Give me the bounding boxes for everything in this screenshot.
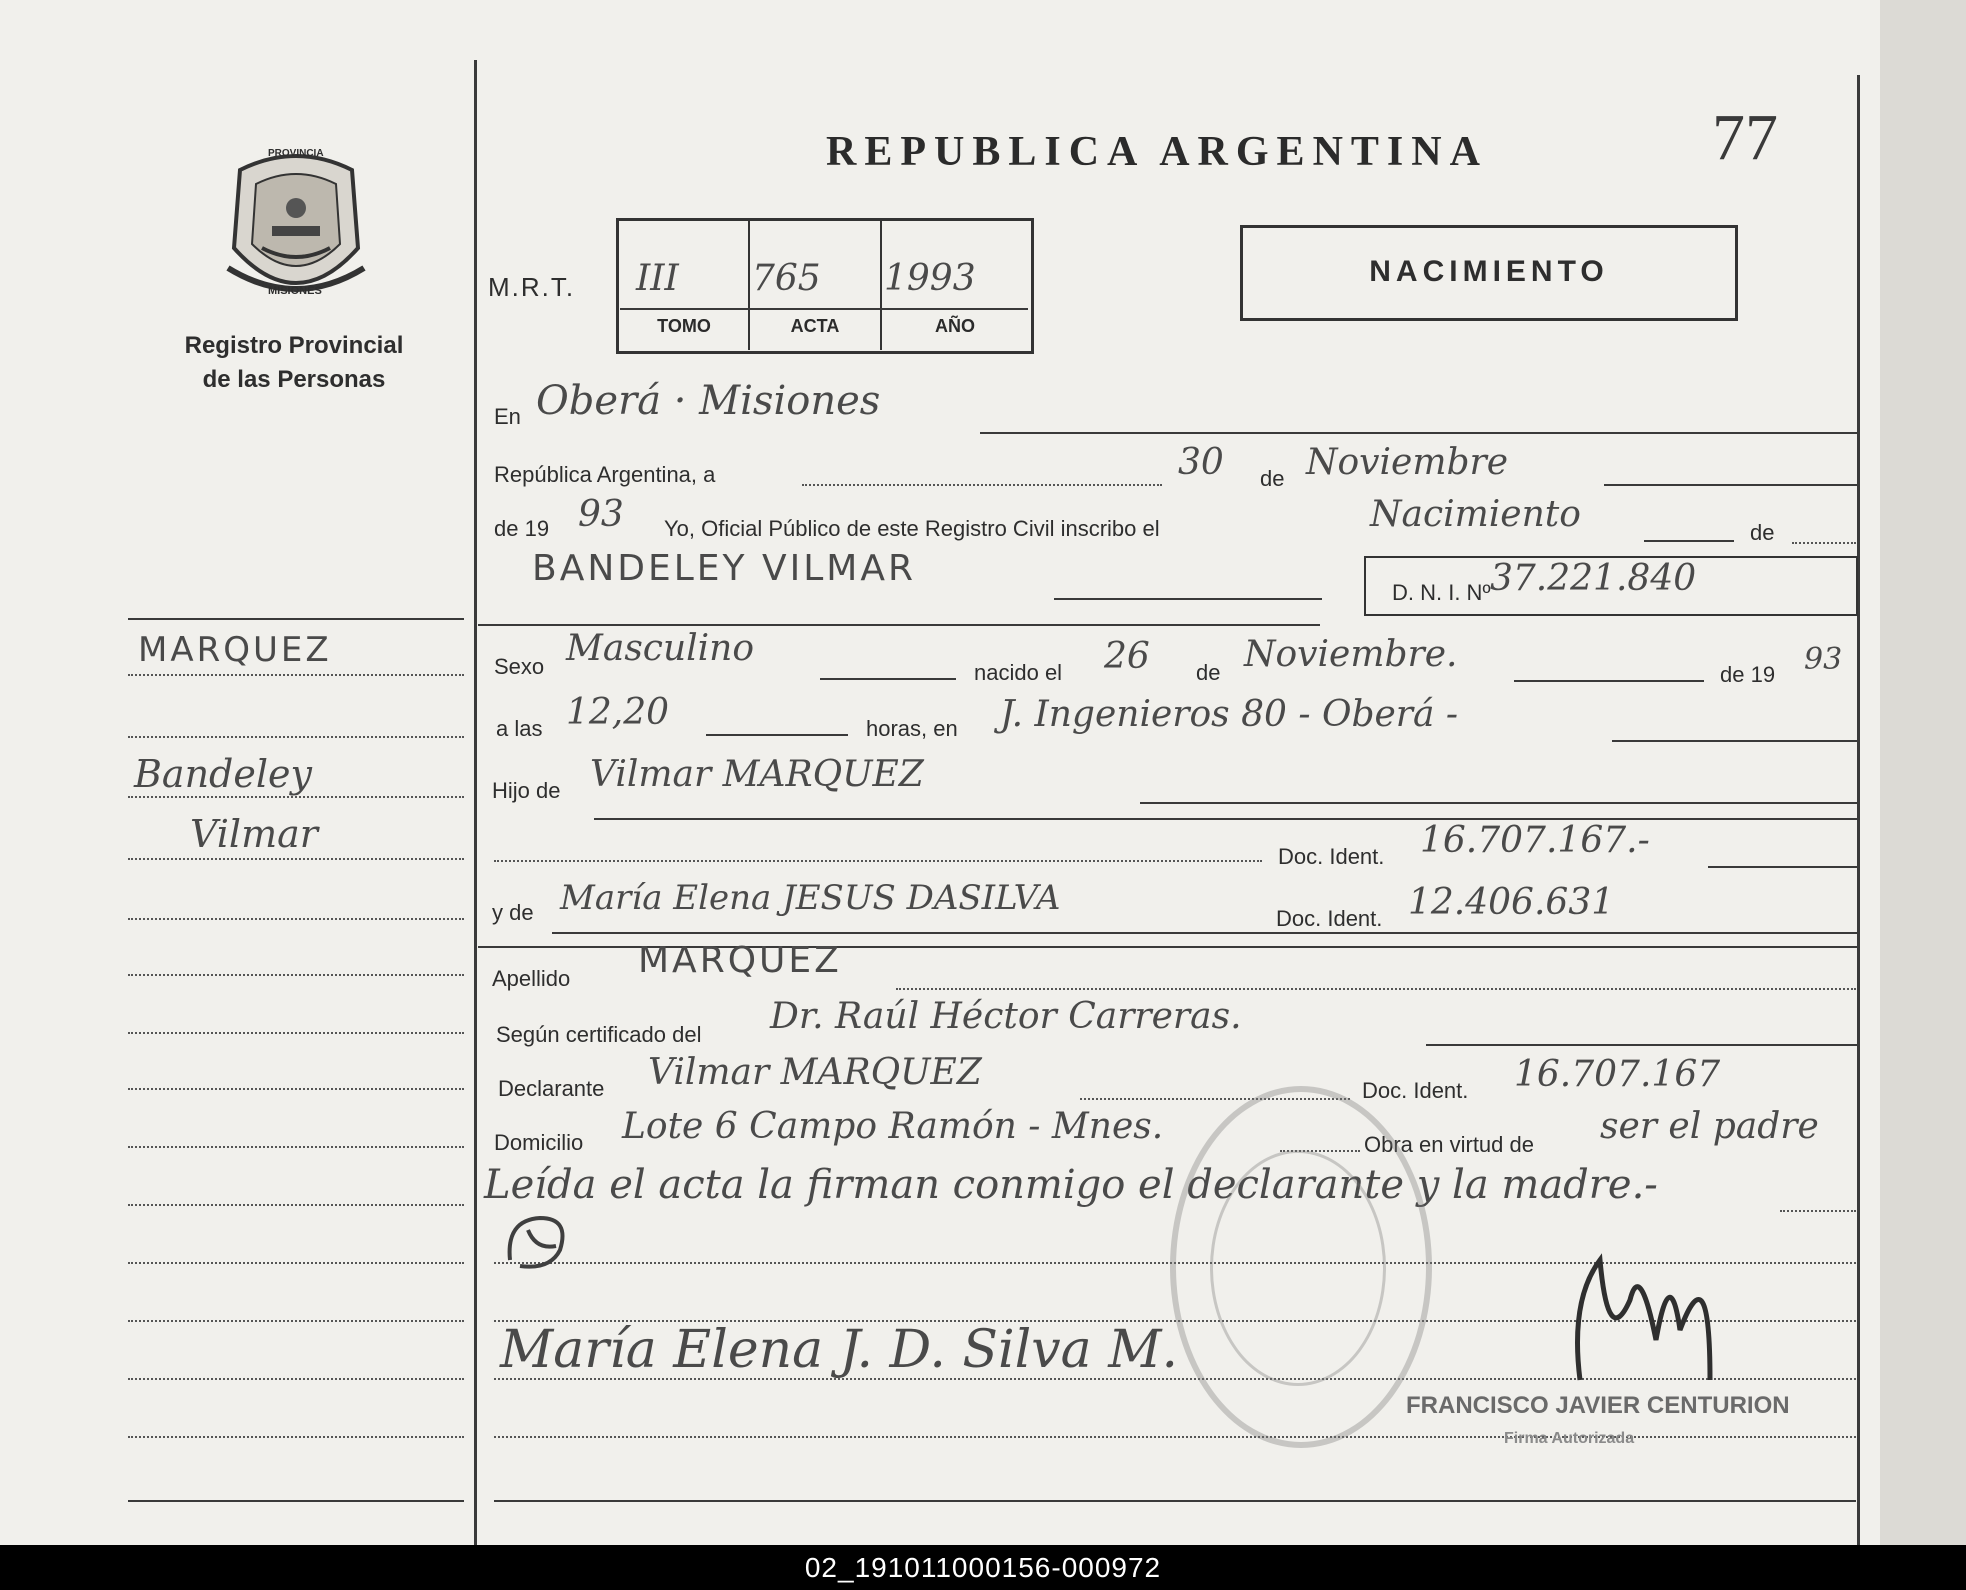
- official-signature: [1560, 1240, 1730, 1390]
- rule-segun: [1426, 1044, 1858, 1046]
- margin-dots-14: [128, 1436, 464, 1438]
- label-doc-father: Doc. Ident.: [1278, 844, 1385, 869]
- margin-dots-10: [128, 1204, 464, 1206]
- label-horas: horas, en: [866, 716, 958, 741]
- declarant-signature: [500, 1210, 580, 1274]
- label-de19: de 19: [494, 516, 550, 541]
- label-dni: D. N. I. Nº: [1392, 580, 1491, 605]
- margin-divider: [474, 60, 477, 1545]
- time-value: 12,20: [566, 692, 670, 733]
- emblem-top-text: PROVINCIA: [268, 148, 324, 159]
- father-value: Vilmar MARQUEZ: [590, 754, 924, 795]
- label-domicilio: Domicilio: [494, 1130, 584, 1155]
- label-de-name: de: [1750, 520, 1775, 545]
- month-value: Noviembre: [1306, 442, 1509, 483]
- rule-father-doc: [1708, 866, 1858, 868]
- rule-month: [1604, 484, 1858, 486]
- official-name: FRANCISCO JAVIER CENTURION: [1406, 1392, 1790, 1419]
- year-value: 93: [578, 494, 624, 535]
- dots-de-name: [1792, 542, 1856, 544]
- event-value: Nacimiento: [1370, 494, 1581, 535]
- label-doc-declarant: Doc. Ident.: [1362, 1078, 1469, 1103]
- margin-dots-4: [128, 858, 464, 860]
- mrt-caption-line: [620, 308, 1028, 310]
- margin-surname: MARQUEZ: [138, 630, 332, 670]
- rule-sex: [820, 678, 956, 680]
- label-republica: República Argentina, a: [494, 462, 716, 487]
- margin-dots-7: [128, 1032, 464, 1034]
- dots-blank-4: [494, 1436, 1856, 1438]
- dots-closing: [1780, 1210, 1856, 1212]
- margin-given-name-1: Bandeley: [134, 752, 312, 796]
- margin-dots-9: [128, 1146, 464, 1148]
- misiones-emblem: [222, 148, 370, 306]
- act-type: NACIMIENTO: [1369, 255, 1609, 288]
- sex-value: Masculino: [566, 628, 755, 669]
- rule-birthplace: [1612, 740, 1858, 742]
- label-de-month: de: [1260, 466, 1285, 491]
- margin-dots-6: [128, 974, 464, 976]
- label-de-bmonth: de: [1196, 660, 1221, 685]
- label-declarante: Declarante: [498, 1076, 605, 1101]
- mother-doc-value: 12.406.631: [1408, 882, 1615, 923]
- mother-signature: María Elena J. D. Silva M.: [500, 1320, 1178, 1380]
- margin-dots-3: [128, 796, 464, 798]
- dni-value: 37.221.840: [1490, 558, 1697, 599]
- label-apellido: Apellido: [492, 966, 571, 991]
- rule-time: [706, 734, 848, 736]
- surname-value: MARQUEZ: [638, 940, 842, 981]
- label-yo: Yo, Oficial Público de este Registro Civil inscribo el: [664, 516, 1160, 541]
- right-border: [1857, 75, 1860, 1545]
- margin-dots-1: [128, 674, 464, 676]
- label-en: En: [494, 404, 521, 429]
- margin-given-name-2: Vilmar: [190, 812, 318, 856]
- page-edge: [1880, 0, 1966, 1545]
- official-stamp-inner: [1210, 1150, 1386, 1386]
- tomo-caption: TOMO: [657, 316, 711, 336]
- place-value: Oberá · Misiones: [536, 378, 881, 424]
- declarant-doc-value: 16.707.167: [1514, 1054, 1721, 1095]
- father-doc-value: 16.707.167.-: [1420, 820, 1650, 861]
- dots-father-doc: [494, 860, 1262, 862]
- label-segun: Según certificado del: [496, 1022, 702, 1047]
- label-a-las: a las: [496, 716, 543, 741]
- margin-dots-11: [128, 1262, 464, 1264]
- rule-father: [1140, 802, 1858, 804]
- page-number: 77: [1712, 101, 1778, 174]
- mrt-label: M.R.T.: [488, 272, 576, 302]
- registry-name-line2: de las Personas: [202, 366, 386, 393]
- capacity-value: ser el padre: [1600, 1106, 1819, 1147]
- closing-statement: Leída el acta la firman conmigo el declarante y la madre.-: [484, 1162, 1658, 1208]
- mother-value: María Elena JESUS DASILVA: [560, 878, 1061, 918]
- rule-bottom-right: [494, 1500, 1856, 1502]
- label-y-de: y de: [492, 900, 534, 925]
- ano-caption: AÑO: [935, 316, 975, 336]
- country-title: REPUBLICA ARGENTINA: [826, 129, 1488, 175]
- rule-father-2: [594, 818, 1858, 820]
- margin-dots-2: [128, 736, 464, 738]
- rule-bmonth: [1514, 680, 1704, 682]
- label-de19-birth: de 19: [1720, 662, 1776, 687]
- margin-dots-13: [128, 1378, 464, 1380]
- official-role: Firma Autorizada: [1504, 1430, 1635, 1447]
- margin-dots-12: [128, 1320, 464, 1322]
- rule-en: [980, 432, 1860, 434]
- declarant-value: Vilmar MARQUEZ: [648, 1052, 982, 1093]
- document-id-footer: 02_191011000156-000972: [0, 1545, 1966, 1590]
- rule-name: [1054, 598, 1322, 600]
- dots-day: [802, 484, 1162, 486]
- margin-top-rule: [128, 618, 464, 620]
- label-nacido: nacido el: [974, 660, 1063, 685]
- day-value: 30: [1178, 442, 1224, 483]
- birth-year-value: 93: [1804, 642, 1843, 677]
- margin-bottom-rule: [128, 1500, 464, 1502]
- birth-place-value: J. Ingenieros 80 - Oberá -: [1000, 694, 1459, 735]
- rule-event: [1644, 540, 1734, 542]
- tomo-value: III: [636, 258, 679, 299]
- margin-dots-8: [128, 1088, 464, 1090]
- label-doc-mother: Doc. Ident.: [1276, 906, 1383, 931]
- dots-apellido: [896, 988, 1856, 990]
- margin-dots-5: [128, 918, 464, 920]
- rule-mother: [552, 932, 1858, 934]
- rule-name-full: [478, 624, 1320, 626]
- label-sexo: Sexo: [494, 654, 545, 679]
- acta-value: 765: [752, 258, 821, 299]
- birth-month-value: Noviembre.: [1244, 634, 1458, 675]
- acta-caption: ACTA: [790, 316, 840, 336]
- ano-value: 1993: [884, 258, 976, 299]
- emblem-bottom-text: MISIONES: [268, 285, 322, 297]
- certificate-value: Dr. Raúl Héctor Carreras.: [770, 996, 1242, 1037]
- label-obra: Obra en virtud de: [1364, 1132, 1534, 1157]
- birth-day-value: 26: [1104, 636, 1150, 677]
- child-name-value: BANDELEY VILMAR: [532, 548, 916, 589]
- registry-name-line1: Registro Provincial: [184, 332, 404, 359]
- address-value: Lote 6 Campo Ramón - Mnes.: [622, 1106, 1164, 1147]
- label-hijo: Hijo de: [492, 778, 561, 803]
